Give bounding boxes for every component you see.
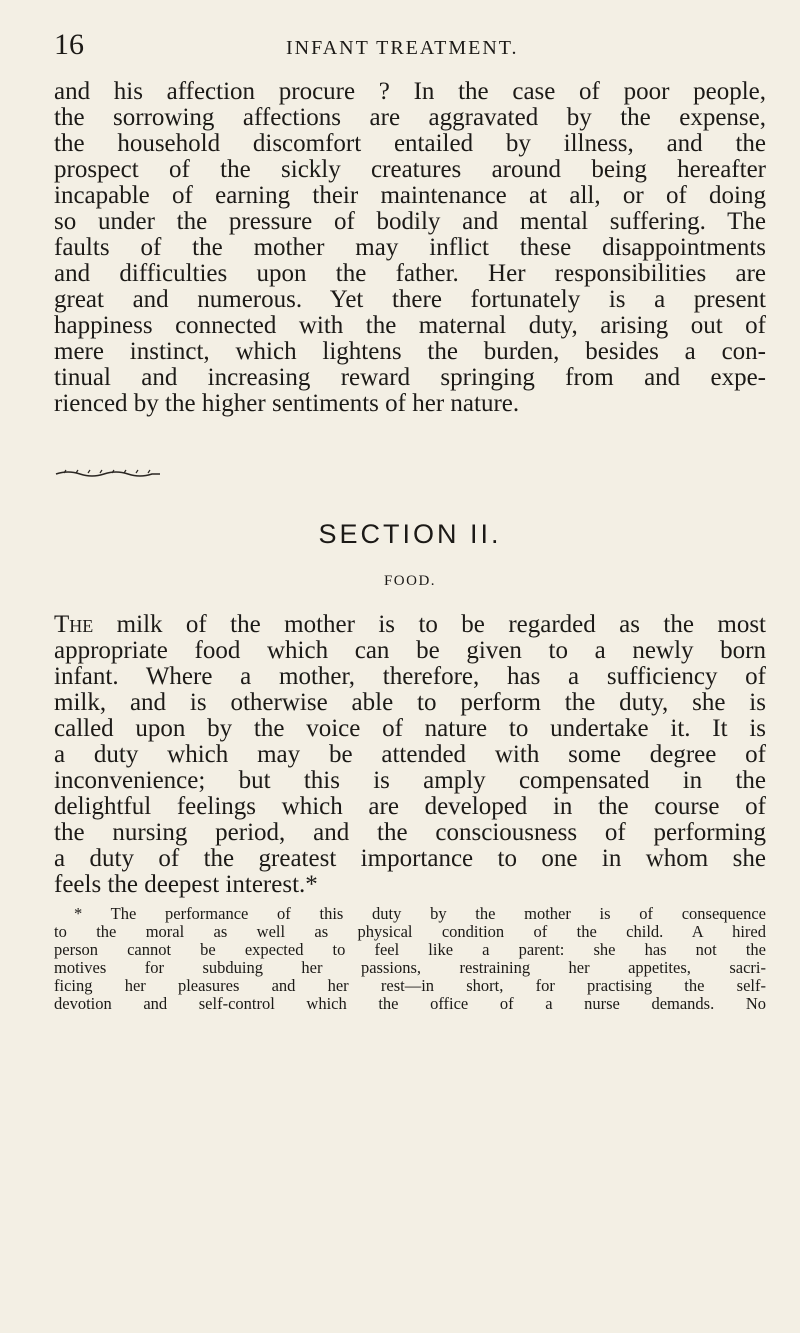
- text-line: feels the deepest interest.*: [54, 871, 318, 898]
- ornamental-rule: [54, 467, 162, 479]
- text-line-opening: [54, 612, 766, 638]
- footnote-line: motives for subduing her passions, restraining her appetites, sacri-: [54, 958, 766, 977]
- page-number: 16: [54, 28, 84, 61]
- text-line: prospect of the sickly creatures around being hereafter: [54, 156, 766, 183]
- text-line: a duty which may be attended with some degree of: [54, 741, 766, 768]
- footnote-line: devotion and self-control which the office of a nurse demands. No: [54, 994, 766, 1013]
- footnote-line: to the moral as well as physical condition of the child. A hired: [54, 922, 766, 941]
- text-line: rienced by the higher sentiments of her nature.: [54, 390, 520, 417]
- running-head: [54, 30, 766, 66]
- text-line: faults of the mother may inflict these disappointments: [54, 234, 766, 261]
- text-line: incapable of earning their maintenance at all, or of doing: [54, 182, 766, 209]
- text-line: tinual and increasing reward springing from and expe-: [54, 364, 766, 391]
- text-line: the nursing period, and the consciousness of performing: [54, 819, 766, 846]
- text-line: infant. Where a mother, therefore, has a sufficiency of: [54, 663, 766, 690]
- text-line: milk, and is otherwise able to perform the duty, she is: [54, 689, 766, 716]
- text-line: so under the pressure of bodily and mental suffering. The: [54, 208, 766, 235]
- text-line: appropriate food which can be given to a newly born: [54, 637, 766, 664]
- text-line: the sorrowing affections are aggravated by the expense,: [54, 104, 766, 131]
- text-line: inconvenience; but this is amply compensated in the: [54, 767, 766, 794]
- text-line: happiness connected with the maternal duty, arising out of: [54, 312, 766, 339]
- section-subheading: FOOD.: [383, 573, 437, 589]
- opening-line-rest: milk of the mother is to be regarded as the most: [93, 611, 766, 638]
- running-title: INFANT TREATMENT.: [286, 37, 519, 59]
- footnote-line: ficing her pleasures and her rest—in short, for practising the self-: [54, 976, 766, 995]
- book-page: [54, 30, 766, 1013]
- footnote-line: person cannot be expected to feel like a parent: she has not the: [54, 940, 766, 959]
- text-line: a duty of the greatest importance to one in whom she: [54, 845, 766, 872]
- text-line: and difficulties upon the father. Her responsibilities are: [54, 260, 766, 287]
- paragraph-continued: [54, 79, 766, 417]
- section-heading: SECTION II.: [318, 519, 502, 549]
- opening-word: The: [54, 611, 94, 638]
- text-line: delightful feelings which are developed in the course of: [54, 793, 766, 820]
- text-line: great and numerous. Yet there fortunately is a present: [54, 286, 766, 313]
- footnote-line: * The performance of this duty by the mother is of consequence: [74, 904, 766, 923]
- text-line: called upon by the voice of nature to undertake it. It is: [54, 715, 766, 742]
- text-line: the household discomfort entailed by illness, and the: [54, 130, 766, 157]
- text-line: mere instinct, which lightens the burden, besides a con-: [54, 338, 766, 365]
- text-line: and his affection procure ? In the case of poor people,: [54, 78, 766, 105]
- paragraph-food: [54, 612, 766, 898]
- footnote: [54, 905, 766, 1013]
